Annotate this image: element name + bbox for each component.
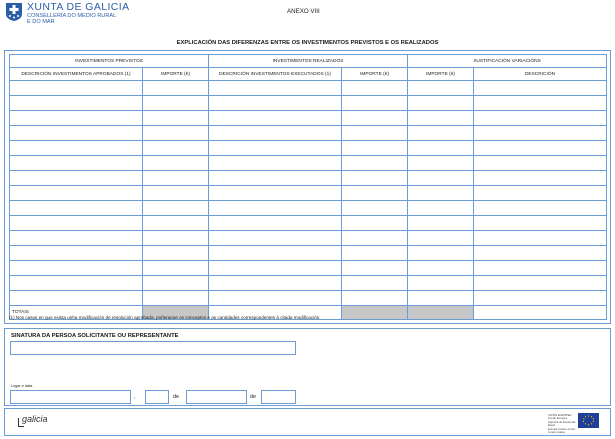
table-cell[interactable]: [10, 96, 143, 111]
table-cell[interactable]: [209, 186, 342, 201]
table-cell[interactable]: [408, 231, 474, 246]
table-cell[interactable]: [143, 261, 209, 276]
table-cell[interactable]: [474, 171, 607, 186]
table-cell[interactable]: [474, 246, 607, 261]
table-cell[interactable]: [10, 186, 143, 201]
table-cell[interactable]: [143, 156, 209, 171]
table-cell[interactable]: [143, 126, 209, 141]
table-cell[interactable]: [474, 156, 607, 171]
table-cell[interactable]: [474, 201, 607, 216]
table-cell[interactable]: [474, 216, 607, 231]
col-header-variation-amount: IMPORTE (€): [408, 68, 474, 81]
table-cell[interactable]: [209, 216, 342, 231]
col-header-planned-amount: IMPORTE (€): [143, 68, 209, 81]
table-cell[interactable]: [209, 231, 342, 246]
table-row: [10, 276, 607, 291]
table-cell[interactable]: [342, 111, 408, 126]
table-cell[interactable]: [10, 231, 143, 246]
comma-separator: ,: [134, 394, 136, 400]
table-cell[interactable]: [10, 216, 143, 231]
table-cell[interactable]: [342, 141, 408, 156]
table-cell[interactable]: [143, 171, 209, 186]
table-cell[interactable]: [342, 261, 408, 276]
signature-title: SINATURA DA PERSOA SOLICITANTE OU REPRESENTANTE: [11, 333, 179, 339]
table-cell[interactable]: [342, 126, 408, 141]
table-cell[interactable]: [408, 111, 474, 126]
table-cell[interactable]: [408, 246, 474, 261]
cofinance-line4: Europa invierte en las zonas rurales: [548, 426, 576, 435]
galicia-brand: galicia: [22, 414, 48, 424]
table-cell[interactable]: [342, 291, 408, 306]
table-cell[interactable]: [143, 246, 209, 261]
table-cell[interactable]: [474, 141, 607, 156]
cofinance-text: [548, 414, 576, 434]
table-cell[interactable]: [342, 186, 408, 201]
table-cell[interactable]: [408, 96, 474, 111]
table-cell[interactable]: [209, 126, 342, 141]
org-subtitle: [27, 13, 116, 26]
table-cell[interactable]: [10, 171, 143, 186]
table-cell[interactable]: [408, 276, 474, 291]
annex-label: ANEXO VIII: [287, 8, 320, 15]
col-header-variation-description: DESCRICIÓN: [474, 68, 607, 81]
group-header-executed: INVESTIMENTOS REALIZADOS: [209, 55, 408, 68]
table-row: [10, 291, 607, 306]
col-header-executed-amount: IMPORTE (€): [342, 68, 408, 81]
table-cell[interactable]: [342, 246, 408, 261]
table-cell[interactable]: [143, 96, 209, 111]
table-cell[interactable]: [10, 246, 143, 261]
table-cell[interactable]: [143, 141, 209, 156]
table-cell[interactable]: [342, 81, 408, 96]
page-title: EXPLICACIÓN DAS DIFERENZAS ENTRE OS INVESTIMENTOS PREVISTOS E OS REALIZADOS: [176, 40, 439, 46]
table-cell[interactable]: [143, 201, 209, 216]
group-header-justification: XUSTIFICACIÓN VARIACIÓNS: [408, 55, 607, 68]
table-cell[interactable]: [143, 216, 209, 231]
org-subtitle-line2: E DO MAR: [27, 19, 55, 26]
table-cell[interactable]: [342, 231, 408, 246]
table-cell[interactable]: [10, 276, 143, 291]
table-cell[interactable]: [408, 171, 474, 186]
table-cell[interactable]: [143, 276, 209, 291]
table-cell[interactable]: [408, 291, 474, 306]
year-field[interactable]: [261, 390, 296, 404]
total-variation-amount: [408, 306, 474, 320]
table-cell[interactable]: [408, 261, 474, 276]
org-subtitle-line1: CONSELLERÍA DO MEDIO RURAL: [27, 13, 117, 19]
table-cell[interactable]: [143, 111, 209, 126]
table-row: [10, 81, 607, 96]
table-cell[interactable]: [10, 291, 143, 306]
table-cell[interactable]: [474, 276, 607, 291]
col-header-approved-description: DESCRICIÓN INVESTIMENTOS APROBADOS (1): [10, 68, 143, 81]
table-cell[interactable]: [474, 261, 607, 276]
table-cell[interactable]: [209, 291, 342, 306]
table-cell[interactable]: [342, 156, 408, 171]
org-name: XUNTA DE GALICIA: [27, 1, 130, 13]
table-cell[interactable]: [209, 96, 342, 111]
cofinance-line3: Agrícola de Desarrollo Rural: [548, 419, 576, 428]
month-field[interactable]: [186, 390, 247, 404]
table-cell[interactable]: [474, 111, 607, 126]
table-cell[interactable]: [408, 141, 474, 156]
table-cell[interactable]: [474, 186, 607, 201]
table-cell[interactable]: [10, 141, 143, 156]
totals-label: TOTAIS: [10, 306, 143, 320]
table-cell[interactable]: [209, 156, 342, 171]
table-cell[interactable]: [10, 126, 143, 141]
table-row: [10, 156, 607, 171]
table-cell[interactable]: [474, 291, 607, 306]
table-row: [10, 231, 607, 246]
table-cell[interactable]: [474, 231, 607, 246]
footer: [4, 408, 611, 436]
table-cell[interactable]: [10, 156, 143, 171]
table-cell[interactable]: [209, 201, 342, 216]
table-cell[interactable]: [474, 126, 607, 141]
table-cell[interactable]: [408, 126, 474, 141]
table-cell[interactable]: [143, 291, 209, 306]
table-cell[interactable]: [342, 171, 408, 186]
table-row: [10, 246, 607, 261]
place-date-label: Lugar e data: [11, 384, 33, 388]
de-separator-1: de: [173, 394, 179, 400]
table-cell[interactable]: [408, 201, 474, 216]
table-cell[interactable]: [342, 216, 408, 231]
table-cell[interactable]: [10, 81, 143, 96]
place-field[interactable]: [10, 390, 131, 404]
eu-flag-icon: [578, 413, 599, 428]
table-cell[interactable]: [209, 171, 342, 186]
total-variation-description: [474, 306, 607, 320]
footnote: (1) Nos casos en que exista unha modificación de resolución aprobada, poñeranse os conceptos e as cantidades correspondentes á citada modificación.: [9, 315, 321, 320]
table-row: [10, 201, 607, 216]
xunta-shield-logo: [5, 2, 23, 22]
signature-field[interactable]: [10, 341, 296, 355]
table-cell[interactable]: [474, 81, 607, 96]
cofinance-line2: Fondo Europeo: [548, 416, 568, 421]
table-cell[interactable]: [10, 111, 143, 126]
table-row: [10, 126, 607, 141]
table-cell[interactable]: [342, 96, 408, 111]
table-row: [10, 141, 607, 156]
table-row: [10, 171, 607, 186]
total-executed-amount: [342, 306, 408, 320]
table-cell[interactable]: [408, 81, 474, 96]
table-cell[interactable]: [209, 111, 342, 126]
table-cell[interactable]: [209, 81, 342, 96]
investments-table: [9, 54, 607, 320]
table-row: [10, 216, 607, 231]
day-field[interactable]: [145, 390, 169, 404]
table-cell[interactable]: [143, 81, 209, 96]
table-cell[interactable]: [209, 246, 342, 261]
table-cell[interactable]: [209, 141, 342, 156]
de-separator-2: de: [250, 394, 256, 400]
table-row: [10, 186, 607, 201]
table-row: [10, 261, 607, 276]
table-cell[interactable]: [408, 216, 474, 231]
table-cell[interactable]: [474, 96, 607, 111]
cofinance-line1: UNIÓN EUROPEA: [548, 413, 572, 417]
table-cell[interactable]: [408, 186, 474, 201]
table-cell[interactable]: [143, 231, 209, 246]
group-header-planned: INVESTIMENTOS PREVISTOS: [10, 55, 209, 68]
col-header-executed-description: DESCRICIÓN INVESTIMENTOS EXECUTADOS (1): [209, 68, 342, 81]
table-cell[interactable]: [209, 261, 342, 276]
table-row: [10, 96, 607, 111]
table-cell[interactable]: [408, 156, 474, 171]
table-cell[interactable]: [342, 276, 408, 291]
table-cell[interactable]: [143, 186, 209, 201]
table-cell[interactable]: [10, 261, 143, 276]
table-row: [10, 111, 607, 126]
table-cell[interactable]: [10, 201, 143, 216]
table-cell[interactable]: [209, 276, 342, 291]
table-cell[interactable]: [342, 201, 408, 216]
